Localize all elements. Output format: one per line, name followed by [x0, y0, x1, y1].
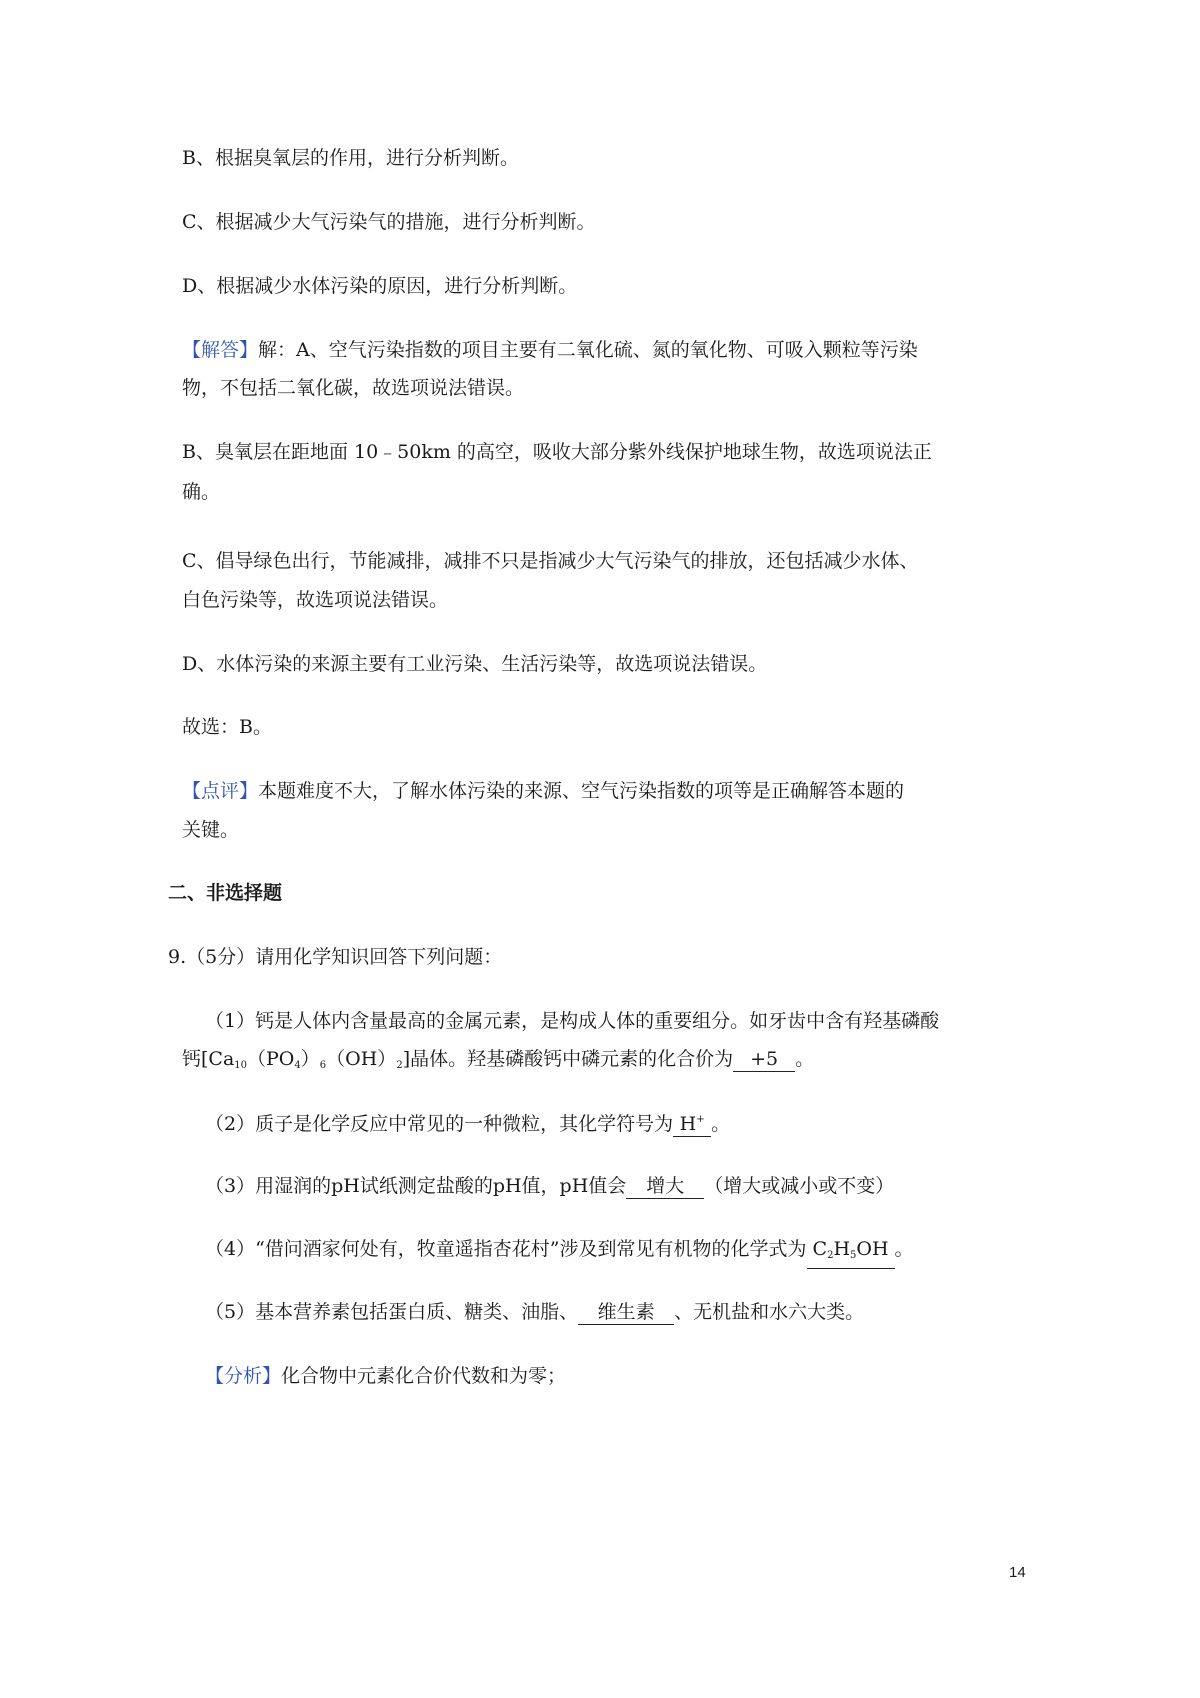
subscript: 6 — [319, 1060, 327, 1071]
formula-part: （PO — [247, 1048, 295, 1070]
punctuation: 。 — [711, 1113, 731, 1135]
formula-part: C — [812, 1238, 828, 1260]
subscript: 4 — [294, 1060, 301, 1071]
explain-d: D、水体污染的来源主要有工业污染、生活污染等，故选项说法错误。 — [182, 653, 768, 675]
formula-part: H — [833, 1238, 851, 1260]
review-text: 本题难度不大，了解水体污染的来源、空气污染指数的项等是正确解答本题的 — [258, 780, 905, 802]
sub-question-1-line-2 — [182, 1044, 814, 1081]
subscript: 2 — [827, 1250, 834, 1261]
answer-blank-5: 维生素 — [578, 1300, 674, 1325]
explain-c-line-1: C、倡导绿色出行，节能减排，减排不只是指减少大气污染气的排放，还包括减少水体、 — [182, 550, 919, 572]
sub-question-1-line-1: （1）钙是人体内含量最高的金属元素，是构成人体的重要组分。如牙齿中含有羟基磷酸 — [205, 1010, 940, 1032]
analysis-line — [205, 1361, 566, 1391]
answer-blank-4 — [807, 1237, 895, 1269]
answer-line-1 — [182, 335, 918, 365]
formula-part: （OH） — [326, 1048, 397, 1070]
formula-part: 钙[Ca — [182, 1048, 235, 1070]
superscript: + — [696, 1114, 705, 1125]
sub-question-3 — [205, 1171, 894, 1201]
answer-line-2: 物，不包括二氧化碳，故选项说法错误。 — [182, 377, 525, 399]
final-choice: 故选：B。 — [182, 716, 272, 738]
review-line-2: 关键。 — [182, 819, 240, 841]
hint-c: C、根据减少大气污染气的措施，进行分析判断。 — [182, 211, 596, 233]
explain-b-line-1: B、臭氧层在距地面 10﹣50km 的高空，吸收大部分紫外线保护地球生物，故选项说法正 — [182, 441, 932, 463]
subscript: 5 — [850, 1250, 857, 1261]
analysis-tag: 【分析】 — [205, 1365, 282, 1387]
sub-question-4 — [205, 1234, 914, 1269]
question-text: ]晶体。羟基磷酸钙中磷元素的化合价为 — [402, 1048, 734, 1070]
hint-b: B、根据臭氧层的作用，进行分析判断。 — [182, 147, 519, 169]
answer-blank-1: +5 — [733, 1047, 795, 1072]
answer-tag: 【解答】 — [182, 339, 259, 361]
question-text: 、无机盐和水六大类。 — [674, 1301, 865, 1323]
answer-symbol: H — [679, 1113, 697, 1135]
question-text: （3）用湿润的pH试纸测定盐酸的pH值，pH值会 — [205, 1175, 627, 1197]
answer-blank-3: 增大 — [626, 1174, 704, 1199]
subscript: 10 — [234, 1060, 248, 1071]
section-heading: 二、非选择题 — [168, 882, 283, 904]
question-9: 9.（5分）请用化学知识回答下列问题： — [168, 946, 503, 968]
question-text: （增大或减小或不变） — [704, 1175, 895, 1197]
analysis-text: 化合物中元素化合价代数和为零； — [281, 1365, 567, 1387]
answer-blank-2 — [673, 1108, 711, 1137]
explain-b-line-2: 确。 — [182, 481, 221, 503]
formula-part: ） — [300, 1048, 320, 1070]
explain-c-line-2: 白色污染等，故选项说法错误。 — [182, 589, 449, 611]
hint-d: D、根据减少水体污染的原因，进行分析判断。 — [182, 275, 578, 297]
answer-text: 解：A、空气污染指数的项目主要有二氧化硫、氮的氧化物、可吸入颗粒等污染 — [258, 339, 918, 361]
subscript: 2 — [396, 1060, 403, 1071]
review-line-1 — [182, 776, 904, 806]
question-text: （4）“借问酒家何处有，牧童遥指杏花村”涉及到常见有机物的化学式为 — [205, 1238, 807, 1260]
question-text: （2）质子是化学反应中常见的一种微粒，其化学符号为 — [205, 1113, 674, 1135]
sub-question-2 — [205, 1108, 730, 1139]
page-number: 14 — [1009, 1564, 1026, 1581]
punctuation: 。 — [795, 1048, 815, 1070]
sub-question-5 — [205, 1297, 864, 1327]
question-text: （5）基本营养素包括蛋白质、糖类、油脂、 — [205, 1301, 579, 1323]
formula-part: OH — [856, 1238, 889, 1260]
punctuation: 。 — [894, 1238, 914, 1260]
review-tag: 【点评】 — [182, 780, 259, 802]
